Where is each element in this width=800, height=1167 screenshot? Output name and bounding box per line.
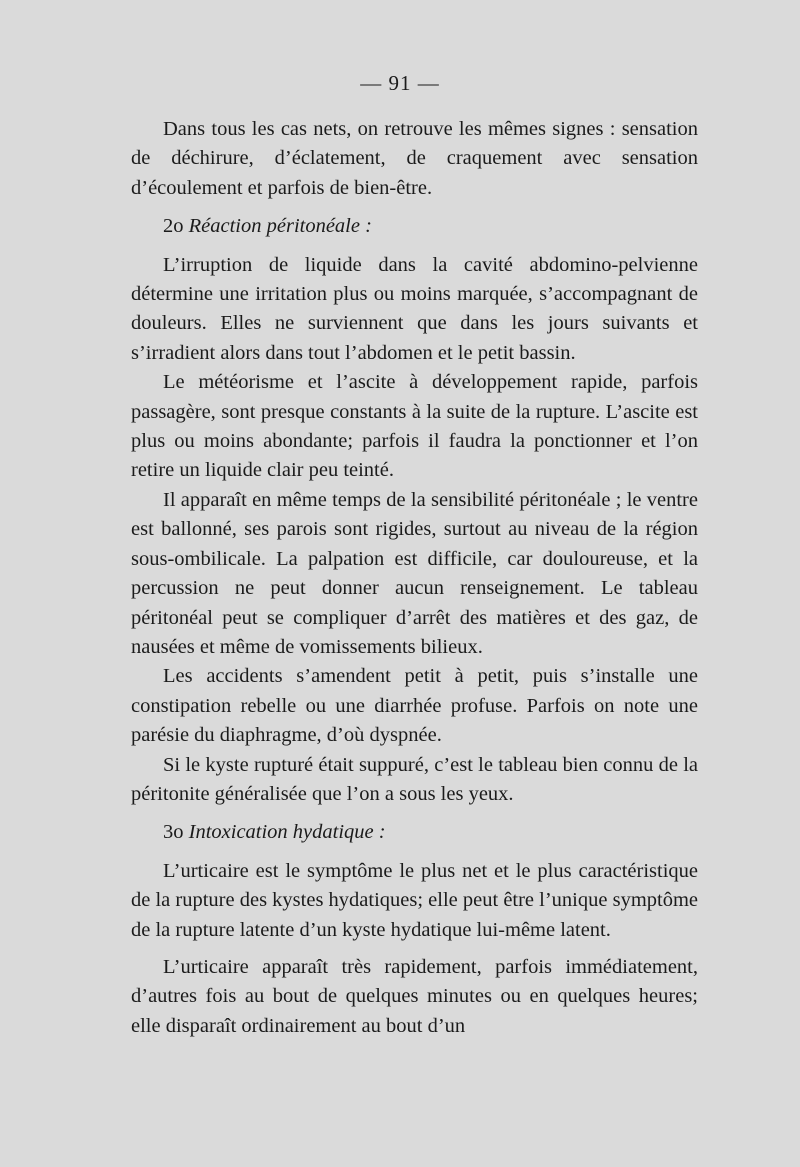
body-text xyxy=(131,115,698,1041)
paragraph: Les accidents s’amendent petit à petit, puis s’installe une constipation rebelle ou une diarrhée profuse. Parfois on note une parésie du diaphragme, d’où dyspnée. xyxy=(131,665,698,747)
paragraph: L’urticaire est le symptôme le plus net et le plus caractéristique de la rupture des kystes hydatiques; elle peut être l’unique symptôme de la rupture latente d’un kyste hydatique lui-même latent. xyxy=(131,859,699,941)
section-heading xyxy=(131,818,698,847)
paragraph: L’urticaire apparaît très rapidement, parfois immédiatement, d’autres fois au bout de quelques minutes ou en quelques heures; elle disparaît ordinairement au bout d’un xyxy=(131,955,698,1037)
section-title: Intoxication hydatique : xyxy=(188,821,386,844)
section-title: Réaction péritonéale : xyxy=(188,215,372,238)
paragraph: Dans tous les cas nets, on retrouve les mêmes signes : sensation de déchirure, d’éclatement, de craquement avec sensation d’écoulement et parfois de bien-être. xyxy=(131,118,698,199)
paragraph: L’irruption de liquide dans la cavité abdomino-pelvienne détermine une irritation plus ou moins marquée, s’accompagnant de douleurs. Elles ne surviennent que dans les jours suivants et s’irradient alors dans tout l’abdomen et le petit bassin. xyxy=(131,253,698,364)
section-heading xyxy=(131,212,698,241)
paragraph: Si le kyste rupturé était suppuré, c’est le tableau bien connu de la péritonite généralisée que l’on a sous les yeux. xyxy=(131,753,698,805)
paragraph: Il apparaît en même temps de la sensibilité péritonéale ; le ventre est ballonné, ses parois sont rigides, surtout au niveau de la région sous-ombilicale. La palpation est difficile, car douloureuse, et la percussion ne peut donner aucun renseignement. Le tableau péritonéal peut se compliquer d’arrêt des matières et des gaz, de nausées et même de vomissements bilieux. xyxy=(131,488,698,658)
page-number: — 91 — xyxy=(360,71,440,95)
section-number: 2o xyxy=(163,215,184,238)
paragraph: Le météorisme et l’ascite à développement rapide, parfois passagère, sont presque constants à la suite de la rupture. L’ascite est plus ou moins abondante; parfois il faudra la ponctionner et l’on retire un liquide clair peu teinté. xyxy=(131,371,698,482)
section-number: 3o xyxy=(163,821,184,844)
